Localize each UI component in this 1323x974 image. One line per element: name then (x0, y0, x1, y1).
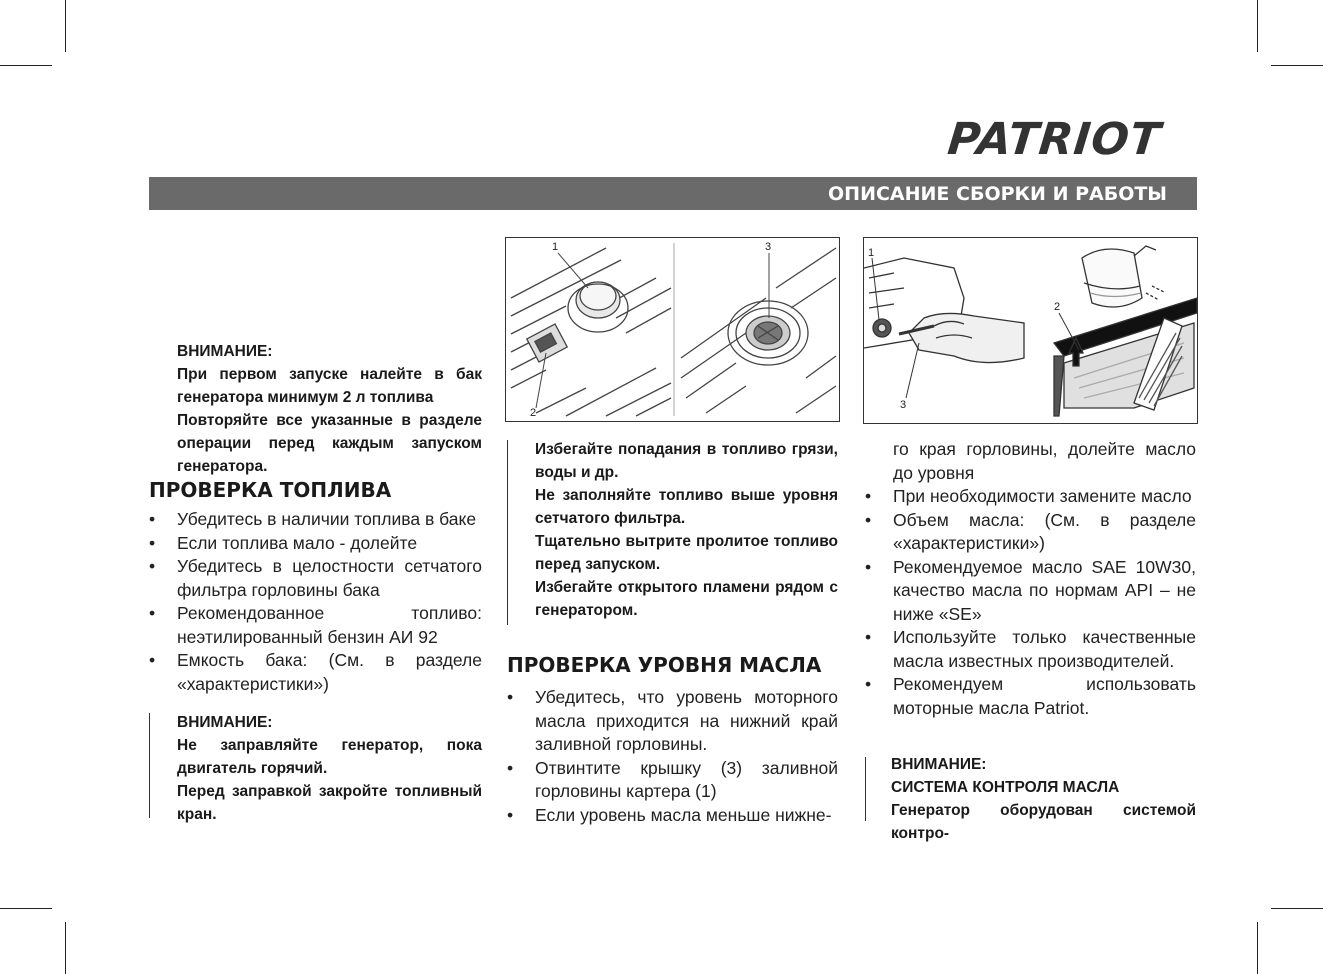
list-item: • Рекомендуем использовать моторные масла Patriot. (865, 674, 1196, 718)
fuel-check-section (149, 477, 482, 696)
warning-line: Не заправляйте генератор, пока двигатель горячий. (177, 737, 482, 777)
list-item: • Убедитесь в наличии топлива в баке (149, 509, 477, 529)
figure-label: 2 (530, 407, 537, 419)
fuel-tank-figure (505, 237, 840, 422)
continued-text: го края горловины, долейте масло до уровня (893, 439, 1196, 483)
list-item: • Рекомендованное топливо: неэтилированный бензин АИ 92 (149, 603, 482, 647)
section-header-bar (149, 177, 1197, 210)
oil-fill-figure (863, 237, 1198, 424)
warning-side-rule (507, 440, 508, 625)
oil-check-list (507, 686, 838, 827)
warning-heading: ВНИМАНИЕ: (177, 343, 273, 360)
oil-check-list-continued (865, 485, 1196, 720)
crop-mark (1257, 0, 1258, 52)
warning-first-start (177, 340, 482, 478)
warning-line: Перед заправкой закройте топливный кран. (177, 783, 482, 823)
warning-line: Тщательно вытрите пролитое топливо перед запуском. (535, 533, 838, 573)
crop-mark (1271, 65, 1323, 66)
list-item: • Рекомендуемое масло SAE 10W30, качество масла по нормам API – не ниже «SE» (865, 556, 1196, 624)
warning-oil-control (891, 753, 1196, 845)
warning-side-rule (865, 757, 866, 821)
crop-mark (0, 908, 52, 909)
figure-label: 1 (868, 247, 875, 259)
warning-line: При первом запуске налейте в бак генератора минимум 2 л топлива (177, 366, 482, 406)
warning-line: Избегайте попадания в топливо грязи, воды и др. (535, 441, 838, 481)
figure-label: 1 (552, 241, 559, 253)
crop-mark (1257, 922, 1258, 974)
crop-mark (65, 922, 66, 974)
fuel-check-title: ПРОВЕРКА ТОПЛИВА (149, 478, 392, 502)
list-item: • Если уровень масла меньше нижне- (507, 804, 832, 825)
oil-check-section (507, 652, 838, 827)
warning-heading: ВНИМАНИЕ: (177, 714, 273, 731)
figure-label: 2 (1054, 301, 1061, 313)
list-item: • Объем масла: (См. в разделе «характеристики») (865, 509, 1196, 553)
crop-mark (1271, 908, 1323, 909)
list-item: • Отвинтите крышку (3) заливной горловины картера (1) (507, 757, 838, 801)
warning-heading: ВНИМАНИЕ: (891, 756, 987, 773)
warning-line: Повторяйте все указанные в разделе операции перед каждым запуском генератора. (177, 412, 482, 475)
fuel-tank-illustration (506, 238, 839, 421)
figure-label: 3 (765, 241, 772, 253)
warning-hot-engine (177, 711, 482, 826)
crop-mark (65, 0, 66, 52)
warning-side-rule (149, 713, 150, 818)
list-item: • Убедитесь, что уровень моторного масла приходится на нижний край заливной горловины. (507, 687, 838, 754)
list-item: • Используйте только качественные масла известных производителей. (865, 627, 1196, 671)
list-item: • Емкость бака: (См. в разделе «характеристики») (149, 650, 482, 694)
section-header-title: ОПИСАНИЕ СБОРКИ И РАБОТЫ (828, 183, 1167, 205)
oil-check-title: ПРОВЕРКА УРОВНЯ МАСЛА (507, 653, 822, 677)
warning-line: Генератор оборудован системой контро- (891, 802, 1196, 842)
warning-line: Не заполняйте топливо выше уровня сетчатого фильтра. (535, 487, 838, 527)
list-item: • При необходимости замените масло (865, 486, 1192, 506)
brand-logo: PATRIOT (945, 114, 1164, 165)
list-item: • Убедитесь в целостности сетчатого фильтра горловины бака (149, 556, 482, 600)
warning-fuel-care (535, 438, 838, 622)
oil-fill-illustration (864, 238, 1197, 423)
warning-subheading: СИСТЕМА КОНТРОЛЯ МАСЛА (891, 779, 1120, 796)
list-item: • Если топлива мало - долейте (149, 532, 418, 553)
figure-label: 3 (900, 399, 907, 411)
warning-line: Избегайте открытого пламени рядом с генератором. (535, 579, 838, 619)
crop-mark (0, 65, 52, 66)
fuel-check-list (149, 508, 482, 696)
oil-check-continued (865, 438, 1196, 720)
